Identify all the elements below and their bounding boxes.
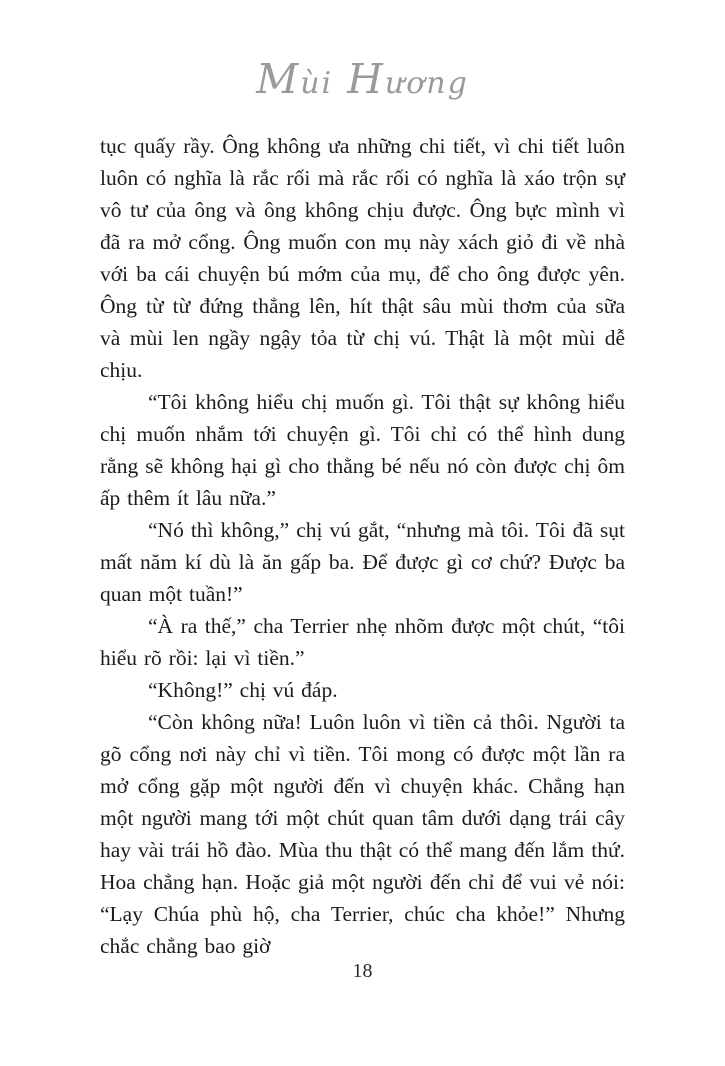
paragraph: “Tôi không hiểu chị muốn gì. Tôi thật sự không hiểu chị muốn nhắm tới chuyện gì. Tôi chỉ có thể hình dung rằng sẽ không hại gì cho thằng bé nếu nó còn được chị ôm ấp thêm ít lâu nữa.” (100, 390, 625, 510)
title-word-2 (347, 55, 469, 103)
paragraph: “Còn không nữa! Luôn luôn vì tiền cả thôi. Người ta gõ cổng nơi này chỉ vì tiền. Tôi mong có được một lần ra mở cổng gặp một người đến vì chuyện khác. Chẳng hạn một người mang tới một chút quan tâm dưới dạng trái cây hay vài trái hồ đào. Mùa thu thật có thể mang đến lắm thứ. Hoa chẳng hạn. Hoặc giả một người đến chỉ để vui vẻ nói: “Lạy Chúa phù hộ, cha Terrier, chúc cha khỏe!” Nhưng chắc chẳng bao giờ (100, 710, 625, 958)
running-head-title (0, 55, 725, 103)
title-word-2-initial: H (347, 55, 385, 103)
title-word-1-rest: ùi (300, 66, 334, 101)
title-word-1 (256, 55, 334, 103)
title-word-2-rest: ương (384, 66, 469, 101)
paragraph: “Không!” chị vú đáp. (148, 678, 338, 702)
paragraph: “Nó thì không,” chị vú gắt, “nhưng mà tôi. Tôi đã sụt mất năm kí dù là ăn gấp ba. Để được gì cơ chứ? Được ba quan một tuần!” (100, 518, 625, 606)
paragraph: tục quấy rầy. Ông không ưa những chi tiết, vì chi tiết luôn luôn có nghĩa là rắc rối mà rắc rối có nghĩa là xáo trộn sự vô tư của ông và ông không chịu được. Ông bực mình vì đã ra mở cổng. Ông muốn con mụ này xách giỏ đi về nhà với ba cái chuyện bú mớm của mụ, để cho ông được yên. Ông từ từ đứng thẳng lên, hít thật sâu mùi thơm của sữa và mùi len ngầy ngậy tỏa từ chị vú. Thật là một mùi dễ chịu. (100, 134, 625, 382)
title-word-1-initial: M (256, 55, 301, 103)
body-text-block (100, 130, 625, 962)
page-number: 18 (352, 960, 373, 982)
paragraph: “À ra thế,” cha Terrier nhẹ nhõm được một chút, “tôi hiểu rõ rồi: lại vì tiền.” (100, 614, 625, 670)
